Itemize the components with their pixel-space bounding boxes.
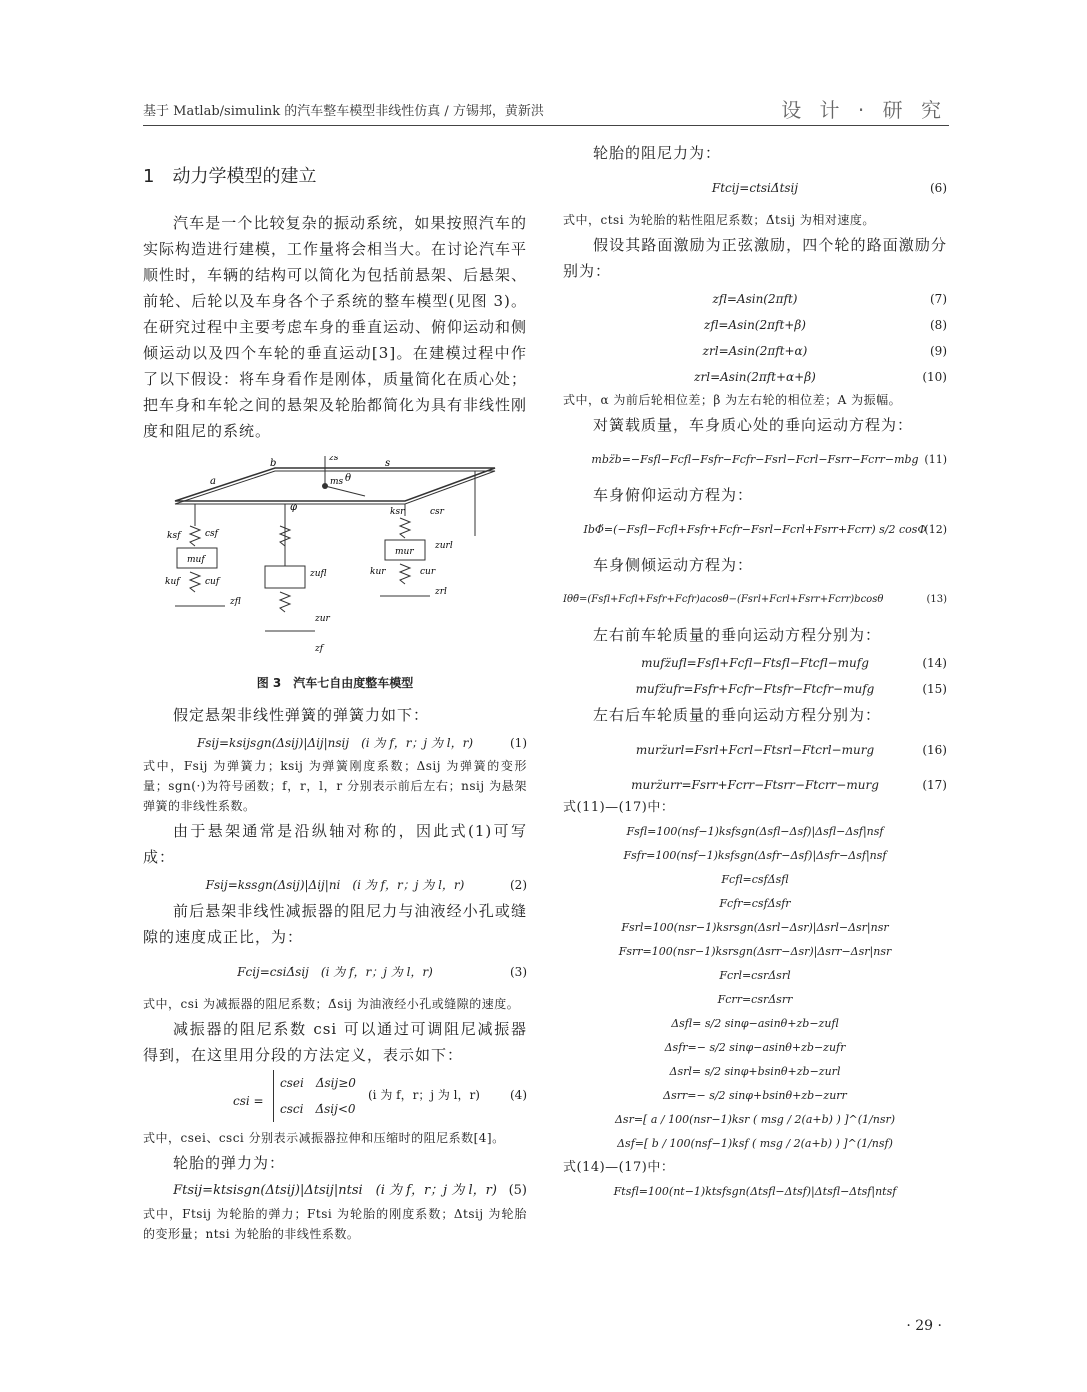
- equation-6: Ftcij=ctsiΔ̇tsij (6): [711, 181, 947, 195]
- label-csr: csr: [430, 507, 444, 517]
- note-4: 式中，csei、csci 分别表示减振器拉伸和压缩时的阻尼系数[4]。: [143, 1131, 505, 1145]
- def-8: Fcrr=csrΔ̇srr: [717, 993, 793, 1006]
- def-12: Δsrr=− s/2 sinφ+bsinθ+zb−zurr: [663, 1089, 847, 1102]
- equation-11: mbz̈b=−Fsfl−Fcfl−Fsfr−Fcfr−Fsrl−Fcrl−Fsrr−Fcrr−mbg (11): [591, 453, 947, 466]
- paragraph-front-wheels: 左右前车轮质量的垂向运动方程分别为：: [593, 626, 882, 644]
- label-a: a: [210, 476, 216, 487]
- where-1: 式(11)—(17)中：: [563, 800, 675, 815]
- label-zs: zs: [329, 456, 339, 463]
- paragraph-symmetric: 由于悬架通常是沿纵轴对称的，因此式(1)可写成：: [143, 822, 527, 866]
- def-10: Δsfr=− s/2 sinφ−asinθ+zb−zufr: [664, 1041, 846, 1054]
- paragraph-spring: 假定悬架非线性弹簧的弹簧力如下：: [173, 706, 430, 724]
- paragraph-pitch: 车身俯仰运动方程为：: [593, 486, 754, 504]
- left-column: [143, 140, 527, 1246]
- def-7: Fcrl=csrΔ̇srl: [719, 969, 791, 982]
- def-13: Δsr=[ a / 100(nsr−1)ksr ( msg / 2(a+b) ) ]^(1/nsr): [614, 1113, 896, 1126]
- label-kuf: kuf: [165, 577, 180, 587]
- def-14: Δsf=[ b / 100(nsf−1)ksf ( msg / 2(a+b) ) ]^(1/nsf): [617, 1137, 893, 1150]
- paragraph-damping-coefficient: 减振器的阻尼系数 csi 可以通过可调阻尼减振器得到，在这里用分段的方法定义，表示如下：: [143, 1020, 527, 1064]
- equation-1: Fsij=ksijsgn(Δsij)|Δij|nsij (i 为 f，r；j 为 l，r) (1): [196, 736, 527, 750]
- figure-caption: 图 3 汽车七自由度整车模型: [256, 676, 414, 690]
- label-mur: mur: [395, 547, 414, 557]
- equation-5: Ftsij=ktsisgn(Δtsij)|Δtsij|ntsi (i 为 f，r；j 为 l，r) (5): [173, 1183, 527, 1198]
- paragraph-road-excitation: 假设其路面激励为正弦激励，四个轮的路面激励分别为：: [563, 236, 947, 280]
- label-zur: zur: [315, 614, 330, 624]
- paragraph-tire-spring: 轮胎的弹力为：: [173, 1154, 286, 1172]
- note-5: 式中，Ftsij 为轮胎的弹力；Ftsi 为轮胎的刚度系数；Δtsij 为轮胎的变形量；ntsi 为轮胎的非线性系数。: [143, 1207, 527, 1241]
- equation-8: zfl=Asin(2πft+β) (8): [704, 318, 947, 332]
- equation-17: murz̈urr=Fsrr+Fcrr−Ftsrr−Ftcrr−murg (17): [631, 778, 947, 792]
- equation-4: csi = csei Δ̇sij≥0 csci Δ̇sij<0 (i 为 f，r；j 为 l，r) (4): [143, 1070, 527, 1126]
- def-4: Fcfr=csfΔ̇sfr: [719, 897, 791, 910]
- label-s: s: [385, 458, 391, 469]
- def-5: Fsrl=100(nsr−1)ksrsgn(Δsrl−Δsr)|Δsrl−Δsr|nsr: [621, 921, 889, 934]
- vehicle-model-figure: [165, 456, 505, 666]
- label-zurl: zurl: [435, 541, 453, 551]
- note-6: 式中，ctsi 为轮胎的粘性阻尼系数；Δ̇tsij 为相对速度。: [563, 213, 875, 227]
- right-column: [563, 140, 947, 1204]
- section-heading: 1 动力学模型的建立: [143, 166, 317, 187]
- page-number: · 29 ·: [906, 1318, 942, 1334]
- label-zf: zf: [315, 644, 324, 654]
- paragraph-rear-wheels: 左右后车轮质量的垂向运动方程分别为：: [593, 706, 882, 724]
- def-3: Fcfl=csfΔ̇sfl: [721, 873, 789, 886]
- label-theta: θ: [345, 473, 352, 484]
- label-b: b: [270, 458, 277, 469]
- def-15: Ftsfl=100(nt−1)ktsfsgn(Δtsfl−Δtsf)|Δtsfl−Δtsf|ntsf: [613, 1185, 897, 1198]
- def-9: Δsfl= s/2 sinφ−asinθ+zb−zufl: [671, 1017, 839, 1030]
- paragraph-vertical-body: 对簧载质量，车身质心处的垂向运动方程为：: [593, 416, 914, 434]
- label-cuf: cuf: [205, 577, 220, 587]
- label-ms: ms: [330, 477, 344, 487]
- equation-7: zfl=Asin(2πft) (7): [712, 292, 947, 306]
- paragraph-tire-damping: 轮胎的阻尼力为：: [593, 144, 722, 162]
- label-csf: csf: [205, 529, 218, 539]
- equation-15: mufz̈ufr=Fsfr+Fcfr−Ftsfr−Ftcfr−mufg (15): [635, 682, 947, 696]
- paragraph-roll: 车身侧倾运动方程为：: [593, 556, 754, 574]
- def-6: Fsrr=100(nsr−1)ksrsgn(Δsrr−Δsr)|Δsrr−Δsr|nsr: [618, 945, 892, 958]
- label-cur: cur: [420, 567, 436, 577]
- def-2: Fsfr=100(nsf−1)ksfsgn(Δsfr−Δsf)|Δsfr−Δsf|nsf: [623, 849, 887, 862]
- section-tag: 设 计 · 研 究: [781, 98, 947, 122]
- label-muf: muf: [187, 555, 205, 565]
- equation-9: zrl=Asin(2πft+α) (9): [702, 344, 947, 358]
- label-kur: kur: [370, 567, 386, 577]
- note-1: 式中，Fsij 为弹簧力；ksij 为弹簧刚度系数；Δsij 为弹簧的变形量；sgn(·)为符号函数；f，r，l，r 分别表示前后左右；nsij 为悬架弹簧的非线性系数。: [143, 759, 527, 813]
- def-11: Δsrl= s/2 sinφ+bsinθ+zb−zurl: [669, 1065, 841, 1078]
- label-zfl: zfl: [230, 597, 241, 607]
- equation-3: Fcij=csiΔ̇sij (i 为 f，r；j 为 l，r) (3): [237, 965, 527, 979]
- where-2: 式(14)—(17)中：: [563, 1160, 675, 1175]
- running-header: 基于 Matlab/simulink 的汽车整车模型非线性仿真 / 方锡邦，黄新洪: [143, 104, 544, 119]
- equation-13: Iθθ̈=(Fsfl+Fcfl+Fsfr+Fcfr)acosθ−(Fsrl+Fcrl+Fsrr+Fcrr)bcosθ (13): [563, 594, 947, 605]
- label-zufl: zufl: [310, 569, 327, 579]
- label-ksf: ksf: [167, 531, 181, 541]
- paragraph-damper: 前后悬架非线性减振器的阻尼力与油液经小孔或缝隙的速度成正比，为：: [143, 902, 527, 946]
- equation-2: Fsij=kssgn(Δsij)|Δij|ni (i 为 f，r；j 为 l，r) (2): [205, 878, 527, 892]
- note-10: 式中，α 为前后轮相位差；β 为左右轮的相位差；A 为振幅。: [563, 393, 902, 407]
- equation-16: murz̈url=Fsrl+Fcrl−Ftsrl−Ftcrl−murg (16): [635, 743, 947, 757]
- label-phi: φ: [290, 502, 298, 513]
- label-ksr: ksr: [390, 507, 405, 517]
- paragraph-intro: 汽车是一个比较复杂的振动系统，如果按照汽车的实际构造进行建模，工作量将会相当大。在讨论汽车平顺性时，车辆的结构可以简化为包括前悬架、后悬架、前轮、后轮以及车身各个子系统的整车模型(见图 3)。在研究过程中主要考虑车身的垂直运动、俯仰运动和侧倾运动以及四个车轮的垂直运动[3]。在建模过程中作了以下假设：将车身看作是刚体，质量简化在质心处；把车身和车轮之间的悬架及轮胎都简化为具有非线性刚度和阻尼的系统。: [143, 214, 528, 440]
- equation-14: mufz̈ufl=Fsfl+Fcfl−Ftsfl−Ftcfl−mufg (14): [641, 656, 947, 670]
- label-zrl: zrl: [435, 587, 447, 597]
- equation-10: zrl=Asin(2πft+α+β) (10): [694, 370, 947, 384]
- def-1: Fsfl=100(nsf−1)ksfsgn(Δsfl−Δsf)|Δsfl−Δsf|nsf: [626, 825, 884, 838]
- note-3: 式中，csi 为减振器的阻尼系数；Δ̇sij 为油液经小孔或缝隙的速度。: [143, 997, 520, 1011]
- header-rule: [143, 125, 949, 126]
- equation-12: IbΦ̈=(−Fsfl−Fcfl+Fsfr+Fcfr−Fsrl−Fcrl+Fsrr+Fcrr) s/2 cosΦ (12): [583, 523, 947, 536]
